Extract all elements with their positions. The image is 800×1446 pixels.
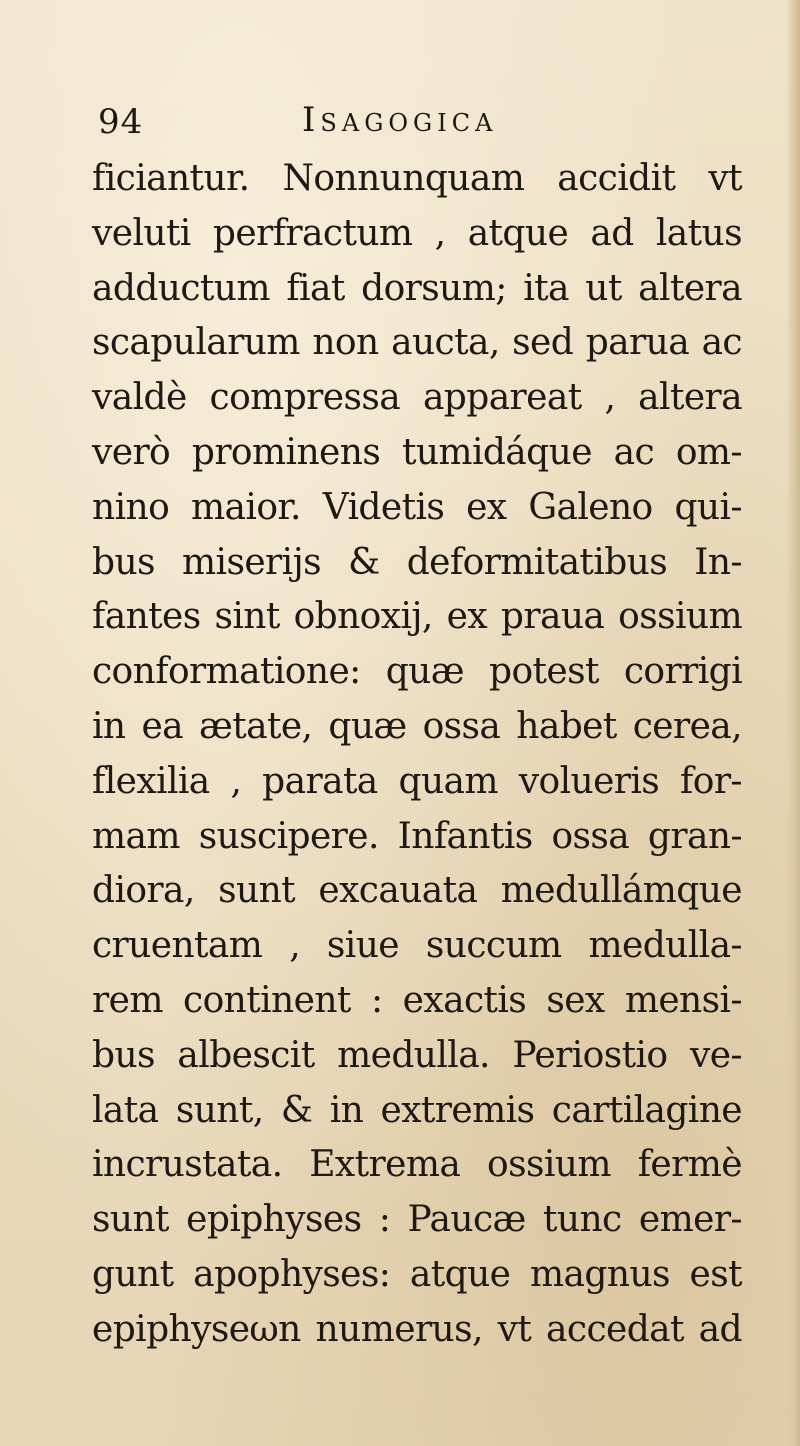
page-header: [98, 98, 738, 144]
text-line: conformatione: quæ potest corrigi: [92, 651, 742, 693]
text-line: veluti perfractum , atque ad latus: [92, 212, 742, 254]
text-line: flexilia , parata quam volueris for-: [92, 760, 742, 802]
text-line: mam suscipere. Infantis ossa gran-: [92, 815, 742, 857]
text-line: incrustata. Extrema ossium fermè: [92, 1144, 742, 1186]
text-line: scapularum non aucta, sed parua ac: [92, 322, 742, 364]
text-line: valdè compressa appareat , altera: [92, 377, 742, 419]
text-line: verò prominens tumidáque ac om-: [92, 431, 742, 473]
text-line: bus miserijs & deformitatibus In-: [92, 541, 742, 583]
text-line: gunt apophyses: atque magnus est: [92, 1253, 742, 1295]
text-line: bus albescit medulla. Periostio ve-: [92, 1034, 742, 1076]
text-line: cruentam , siue succum medulla-: [92, 925, 742, 967]
text-line: nino maior. Videtis ex Galeno qui-: [92, 486, 742, 528]
text-line: in ea ætate, quæ ossa habet cerea,: [92, 705, 742, 747]
text-line: adductum fiat dorsum; ita ut altera: [92, 267, 742, 309]
page-edge-shadow: [786, 0, 800, 1446]
text-line: diora, sunt excauata medullámque: [92, 870, 742, 912]
text-line: epiphyseωn numerus, vt accedat ad: [92, 1308, 742, 1350]
text-line: lata sunt, & in extremis cartilagine: [92, 1089, 742, 1131]
text-line: fantes sint obnoxij, ex praua ossium: [92, 596, 742, 638]
text-line: rem continent : exactis sex mensi-: [92, 979, 742, 1021]
body-text: [92, 152, 742, 1358]
text-line: ficiantur. Nonnunquam accidit vt: [92, 158, 742, 199]
page-number: 94: [98, 102, 144, 142]
running-head: Isagogica: [302, 100, 498, 140]
text-line: sunt epiphyses : Paucæ tunc emer-: [92, 1199, 742, 1241]
